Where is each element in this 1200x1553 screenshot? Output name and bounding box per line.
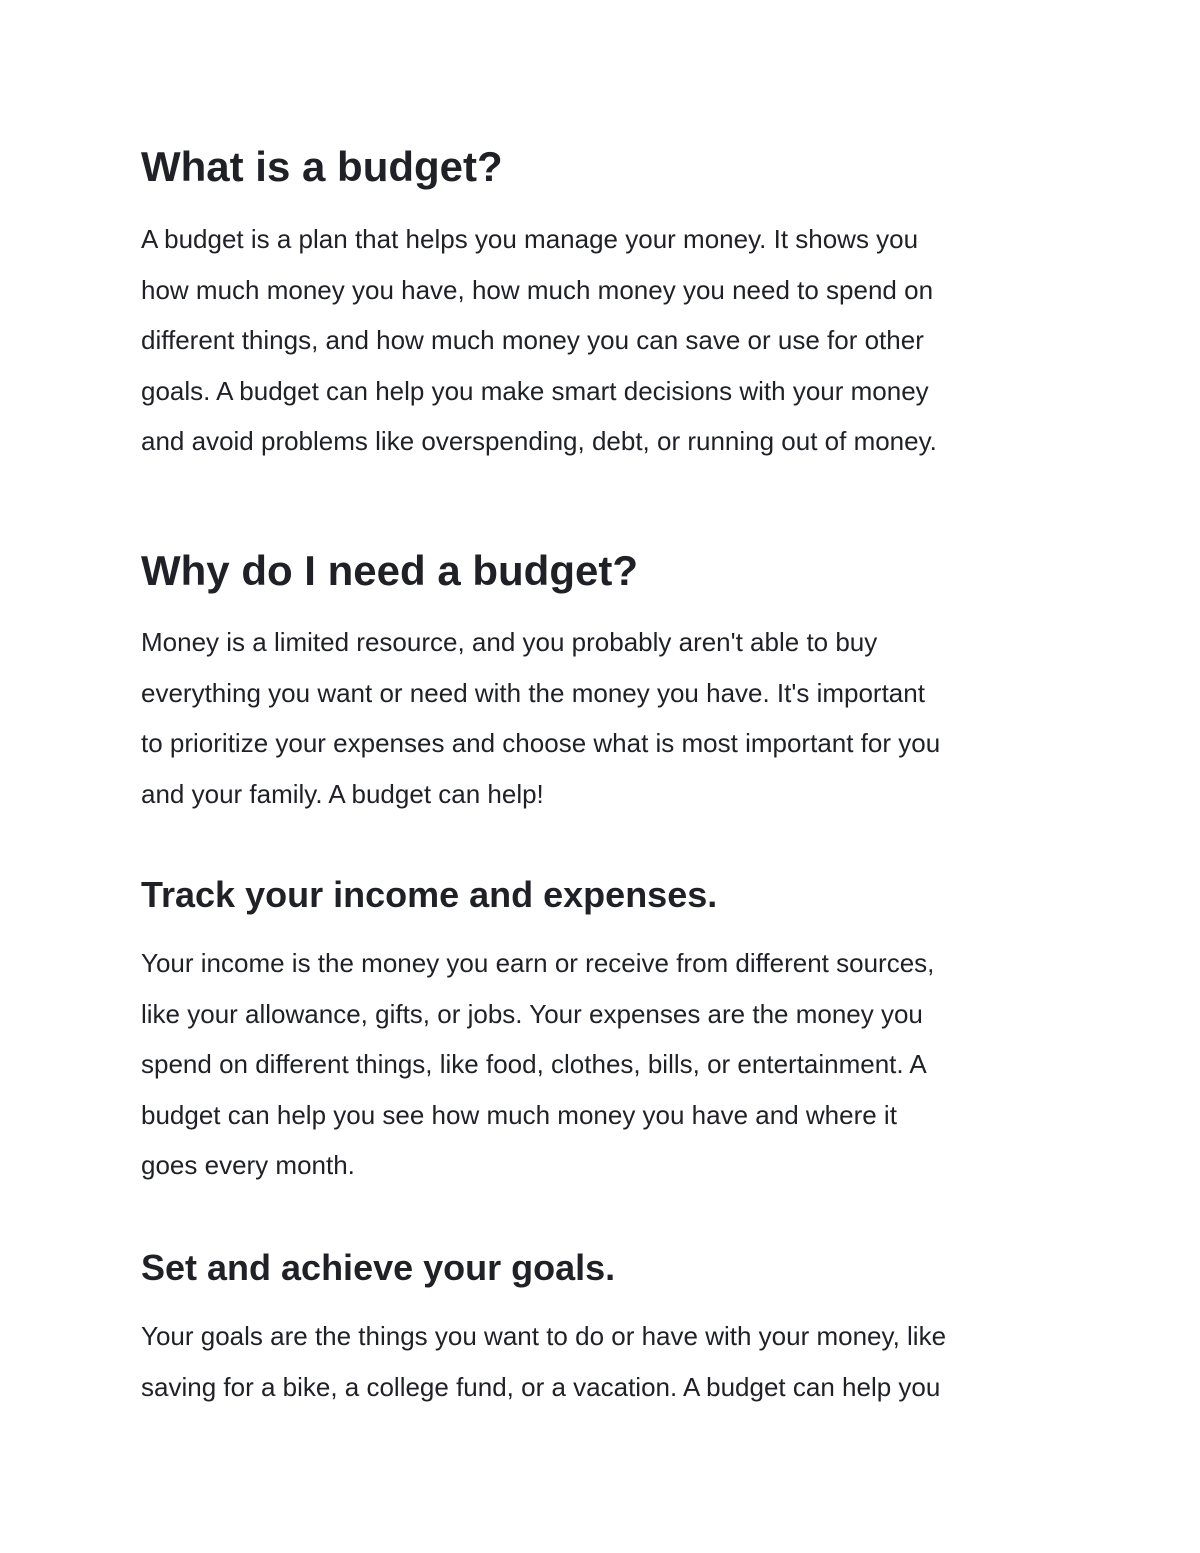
text-line: Money is a limited resource, and you probably aren't able to buy	[141, 627, 878, 657]
text-line: how much money you have, how much money you need to spend on	[141, 274, 934, 305]
text-line: and your family. A budget can help!	[141, 778, 544, 809]
heading-set-achieve-goals: Set and achieve your goals.	[141, 1247, 616, 1288]
text-line: like your allowance, gifts, or jobs. Your expenses are the money you	[141, 998, 923, 1029]
heading-why-do-i-need-a-budget: Why do I need a budget?	[141, 547, 638, 594]
paragraph-set-achieve-goals	[141, 1311, 1071, 1412]
text-line: goes every month.	[141, 1150, 355, 1181]
text-line: everything you want or need with the money you have. It's important	[141, 677, 925, 708]
text-line: different things, and how much money you can save or use for other	[141, 325, 924, 356]
text-line: and avoid problems like overspending, debt, or running out of money.	[141, 426, 937, 457]
text-line: A budget is a plan that helps you manage your money. It shows you	[141, 224, 919, 254]
paragraph-track-income-expenses	[141, 938, 1071, 1191]
text-line: saving for a bike, a college fund, or a vacation. A budget can help you	[141, 1371, 941, 1402]
text-line: Your income is the money you earn or receive from different sources,	[141, 948, 935, 978]
text-line: spend on different things, like food, clothes, bills, or entertainment. A	[141, 1049, 927, 1080]
text-line: to prioritize your expenses and choose what is most important for you	[141, 728, 941, 759]
heading-what-is-a-budget: What is a budget?	[141, 143, 503, 190]
text-line: Your goals are the things you want to do or have with your money, like	[141, 1321, 947, 1351]
text-line: budget can help you see how much money you have and where it	[141, 1099, 897, 1130]
paragraph-why-do-i-need-a-budget	[141, 617, 1071, 819]
paragraph-what-is-a-budget	[141, 214, 1071, 467]
text-line: goals. A budget can help you make smart decisions with your money	[141, 375, 929, 406]
heading-track-income-expenses: Track your income and expenses.	[141, 874, 718, 915]
